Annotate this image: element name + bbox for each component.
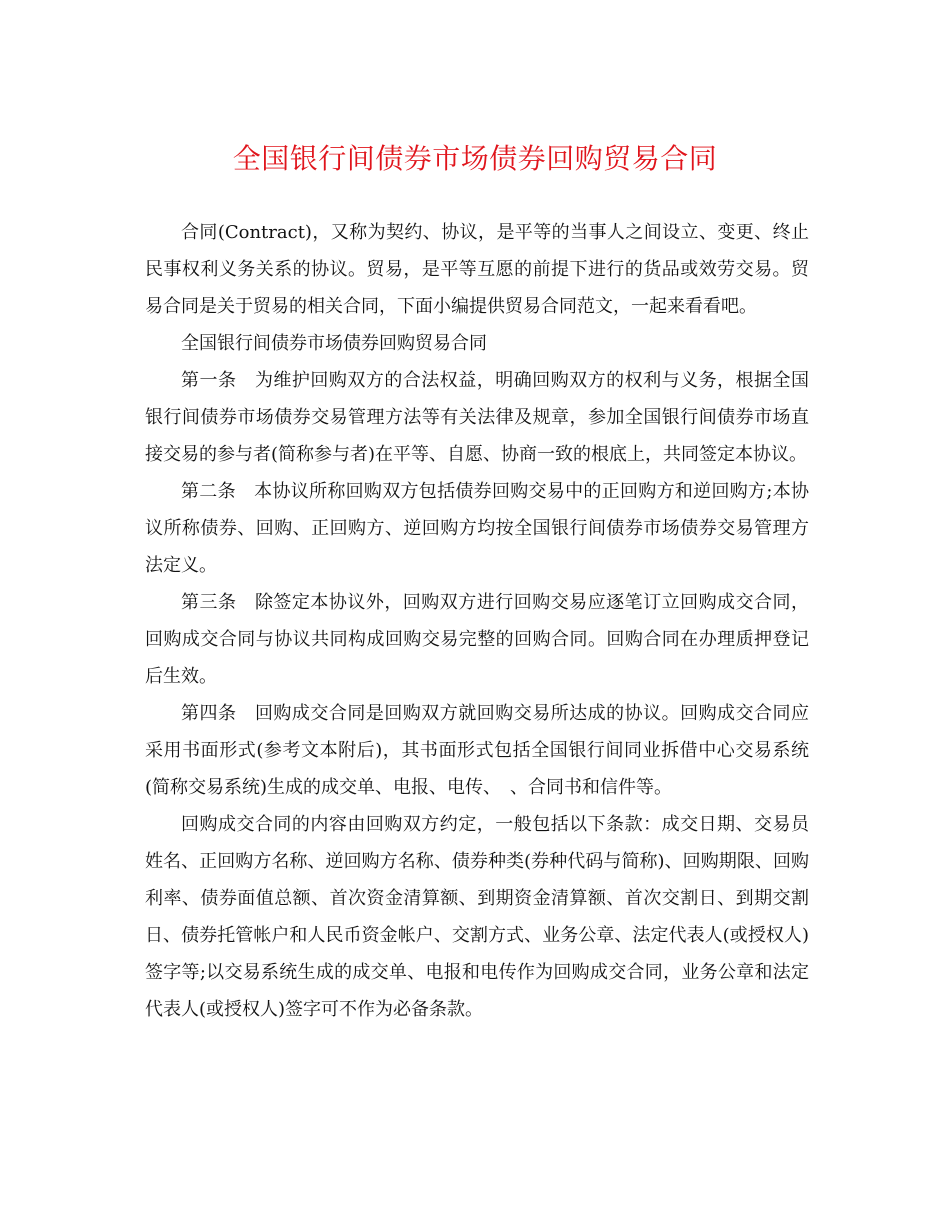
article-3-paragraph: 第三条 除签定本协议外，回购双方进行回购交易应逐笔订立回购成交合同，回购成交合同与协议共同构成回购交易完整的回购合同。回购合同在办理质押登记后生效。 bbox=[145, 592, 809, 687]
contract-subtitle: 全国银行间债券市场债券回购贸易合同 bbox=[181, 333, 487, 354]
contract-terms-paragraph: 回购成交合同的内容由回购双方约定，一般包括以下条款：成交日期、交易员姓名、正回购方名称、逆回购方名称、债券种类(券种代码与简称)、回购期限、回购利率、债券面值总额、首次资金清算额、到期资金清算额、首次交割日、到期交割日、债券托管帐户和人民币资金帐户、交割方式、业务公章、法定代表人(或授权人)签字等;以交易系统生成的成交单、电报和电传作为回购成交合同，业务公章和法定代表人(或授权人)签字可不作为必备条款。 bbox=[145, 814, 809, 1020]
article-2-paragraph: 第二条 本协议所称回购双方包括债券回购交易中的正回购方和逆回购方;本协议所称债券、回购、正回购方、逆回购方均按全国银行间债券市场债券交易管理方法定义。 bbox=[145, 481, 809, 576]
article-4-paragraph: 第四条 回购成交合同是回购双方就回购交易所达成的协议。回购成交合同应采用书面形式(参考文本附后)，其书面形式包括全国银行间同业拆借中心交易系统(简称交易系统)生成的成交单、电报、电传、 、合同书和信件等。 bbox=[145, 703, 809, 798]
article-1-paragraph: 第一条 为维护回购双方的合法权益，明确回购双方的权利与义务，根据全国银行间债券市场债券交易管理方法等有关法律及规章，参加全国银行间债券市场直接交易的参与者(简称参与者)在平等、自愿、协商一致的根底上，共同签定本协议。 bbox=[145, 370, 809, 465]
document-title: 全国银行间债券市场债券回购贸易合同 bbox=[232, 142, 718, 175]
document-body bbox=[145, 214, 809, 1028]
intro-paragraph: 合同(Contract)，又称为契约、协议，是平等的当事人之间设立、变更、终止民事权利义务关系的协议。贸易，是平等互愿的前提下进行的货品或效劳交易。贸易合同是关于贸易的相关合同，下面小编提供贸易合同范文，一起来看看吧。 bbox=[145, 222, 809, 317]
